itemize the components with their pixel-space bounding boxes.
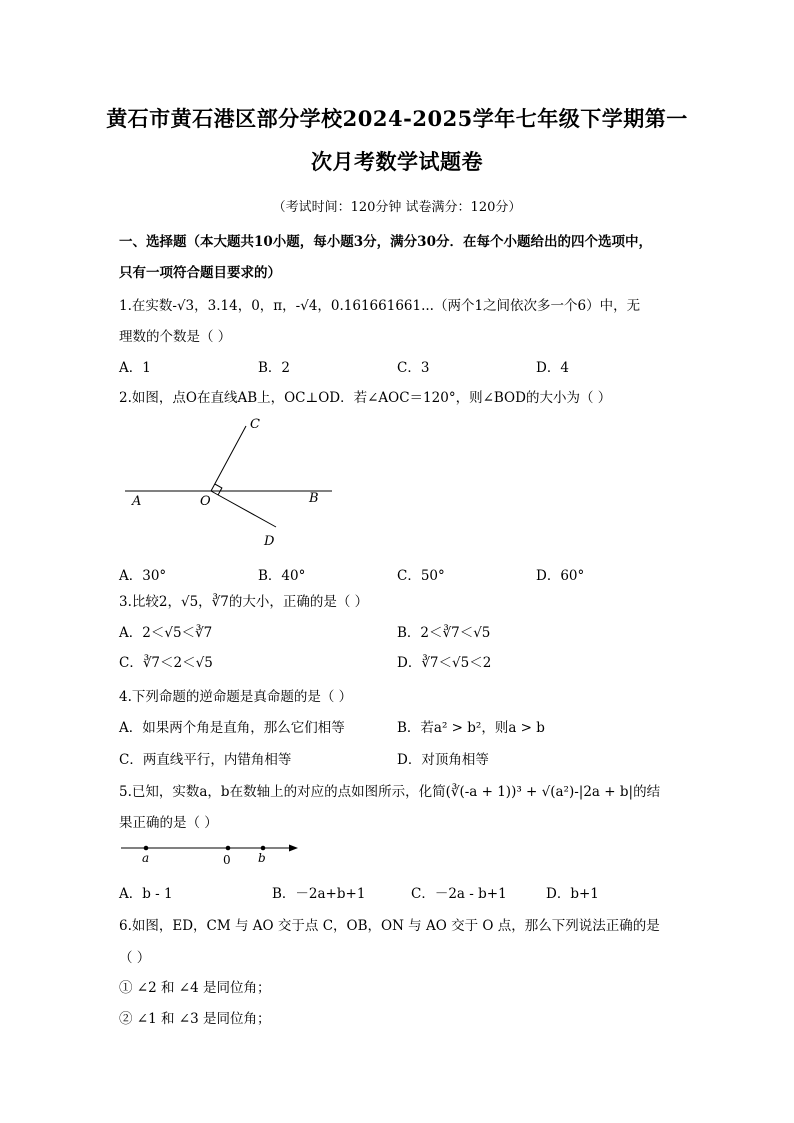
q4-option-b: B．若a² > b²，则a > b xyxy=(397,720,545,736)
ray-oc xyxy=(211,426,246,491)
q3-option-d: D．∛7＜√5＜2 xyxy=(397,655,492,671)
q5-stem-cont: 果正确的是（ ） xyxy=(119,815,218,831)
q3-stem: 3.比较2，√5，∛7的大小，正确的是（ ） xyxy=(119,594,369,610)
q2-option-d: D．60° xyxy=(536,568,585,584)
q1-option-a: A．1 xyxy=(119,360,151,376)
exam-info: （考试时间：120分钟 试卷满分：120分） xyxy=(272,200,522,215)
q4-stem: 4.下列命题的逆命题是真命题的是（ ） xyxy=(119,689,353,705)
section-heading: 一、选择题（本大题共10小题，每小题3分，满分30分．在每个小题给出的四个选项中， xyxy=(119,234,652,250)
label-o: O xyxy=(200,494,211,509)
q5-option-b: B．－2a+b+1 xyxy=(272,886,366,902)
q2-option-c: C．50° xyxy=(397,568,445,584)
q5-number-line xyxy=(118,838,303,868)
q2-option-b: B．40° xyxy=(258,568,306,584)
q5-option-a: A．b - 1 xyxy=(119,886,173,902)
q4-option-c: C．两直线平行，内错角相等 xyxy=(119,752,292,768)
point-b xyxy=(261,846,266,851)
label-b: B xyxy=(309,491,319,506)
q6-item-2: ② ∠1 和 ∠3 是同位角； xyxy=(119,1011,271,1027)
q2-stem: 2.如图，点O在直线AB上，OC⊥OD．若∠AOC＝120°，则∠BOD的大小为（ ） xyxy=(119,390,612,406)
axis-arrow xyxy=(289,845,298,852)
q2-option-a: A．30° xyxy=(119,568,167,584)
q4-option-d: D．对顶角相等 xyxy=(397,752,489,768)
q1-stem-cont: 理数的个数是（ ） xyxy=(119,329,232,345)
q1-option-d: D．4 xyxy=(536,360,569,376)
q3-option-c: C．∛7＜2＜√5 xyxy=(119,655,213,671)
q5-stem: 5.已知，实数a，b在数轴上的对应的点如图所示，化简(∛(-a + 1))³ + √(a²)-|2a + b|的结 xyxy=(119,784,661,800)
point-a xyxy=(144,846,149,851)
section-heading-cont: 只有一项符合题目要求的） xyxy=(119,265,281,281)
title-line-1: 黄石市黄石港区部分学校2024-2025学年七年级下学期第一 xyxy=(106,106,688,131)
label-d: D xyxy=(264,534,275,549)
label-b: b xyxy=(258,851,266,865)
label-a: a xyxy=(142,851,150,865)
label-c: C xyxy=(250,417,260,432)
label-zero: 0 xyxy=(223,853,231,867)
q1-stem: 1.在实数-√3，3.14，0，π，-√4，0.161661661...（两个1之间依次多一个6）中，无 xyxy=(119,298,641,314)
q6-stem: 6.如图，ED，CM 与 AO 交于点 C，OB，ON 与 AO 交于 O 点，那么下列说法正确的是 xyxy=(119,918,660,934)
q6-stem-cont: （ ） xyxy=(119,950,151,966)
q5-option-c: C．－2a - b+1 xyxy=(411,886,507,902)
q5-option-d: D．b+1 xyxy=(546,886,599,902)
point-zero xyxy=(226,846,231,851)
q2-figure xyxy=(120,410,340,555)
q6-item-1: ① ∠2 和 ∠4 是同位角； xyxy=(119,980,271,996)
q3-option-b: B．2＜∛7＜√5 xyxy=(397,625,491,641)
q3-option-a: A．2＜√5＜∛7 xyxy=(119,625,213,641)
label-a: A xyxy=(132,494,142,509)
ray-od xyxy=(211,491,276,527)
q4-option-a: A．如果两个角是直角，那么它们相等 xyxy=(119,720,345,736)
q1-option-c: C．3 xyxy=(397,360,430,376)
title-line-2: 次月考数学试题卷 xyxy=(311,149,483,174)
q1-option-b: B．2 xyxy=(258,360,291,376)
